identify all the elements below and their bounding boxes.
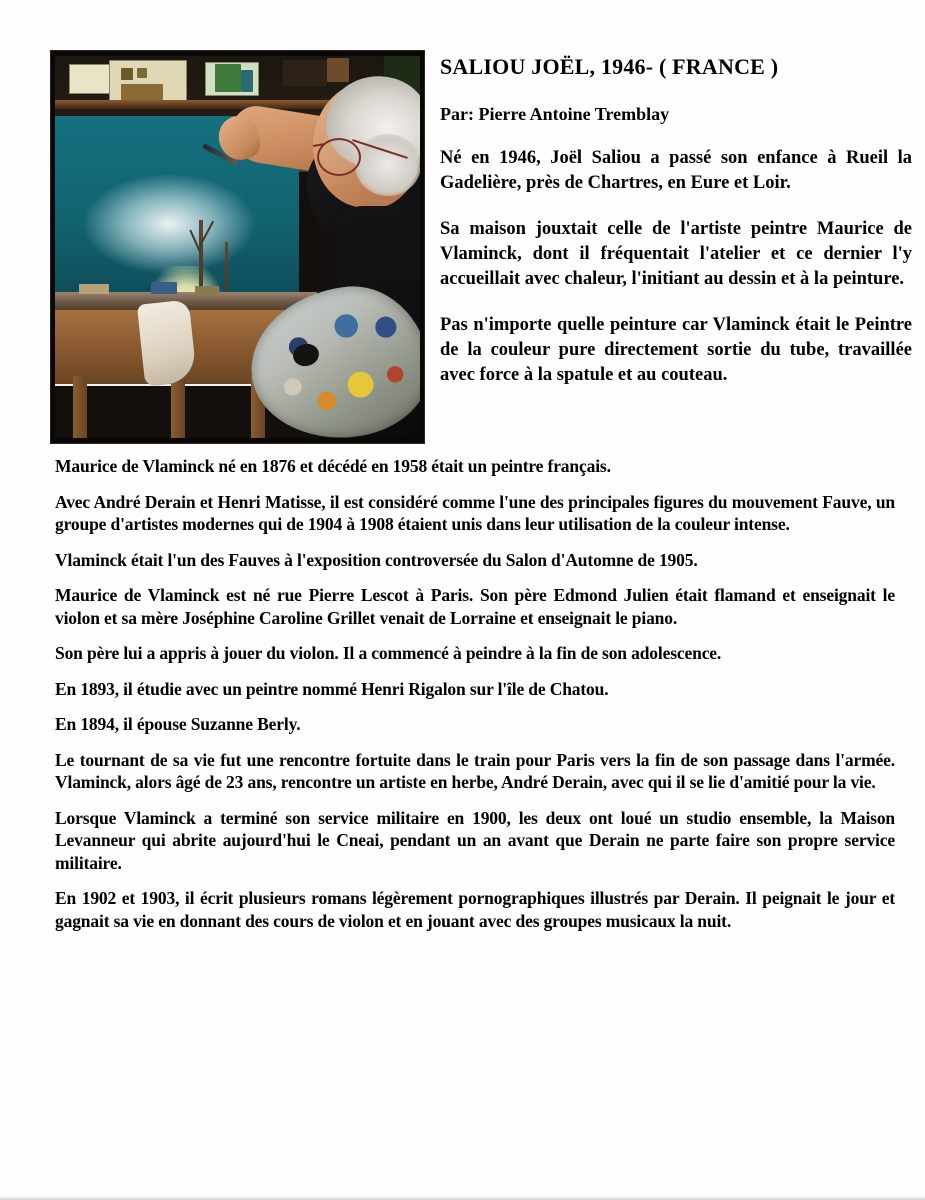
shelf-dark-object — [283, 60, 327, 86]
header-block — [51, 51, 912, 449]
intro-column — [440, 51, 912, 388]
body-paragraph: Vlaminck était l'un des Fauves à l'exposition controversée du Salon d'Automne de 1905. — [55, 549, 698, 570]
shelf-tin-a — [121, 68, 133, 80]
body-paragraph: Lorsque Vlaminck a terminé son service militaire en 1900, les deux ont loué un studio ensemble, la Maison Levanneur qui abrite aujourd'hui le Cneai, pendant un an avant que Derain ne parte faire son propre service militaire. — [55, 807, 895, 873]
author-byline: Par: Pierre Antoine Tremblay — [440, 104, 670, 125]
intro-paragraph: Né en 1946, Joël Saliou a passé son enfance à Rueil la Gadelière, près de Chartres, en Eure et Loir. — [440, 148, 912, 194]
paint-tube-a — [79, 284, 109, 294]
page-title: SALIOU JOËL, 1946- ( FRANCE ) — [440, 54, 779, 79]
paint-tube-b — [151, 282, 177, 294]
body-paragraph: Le tournant de sa vie fut une rencontre fortuite dans le train pour Paris vers la fin de son passage dans l'armée. Vlaminck, alors âgé de 23 ans, rencontre un artiste en herbe, André Derain, avec qui il se lie d'amitié pour la vie. — [55, 749, 895, 792]
body-paragraph: Maurice de Vlaminck est né rue Pierre Lescot à Paris. Son père Edmond Julien était flamand et enseignait le violon et sa mère Joséphine Caroline Grillet venait de Lorraine et enseignait le piano. — [55, 585, 895, 628]
easel-leg-mid — [171, 376, 185, 438]
body-paragraph: En 1902 et 1903, il écrit plusieurs romans légèrement pornographiques illustrés par Derain. Il peignait le jour et gagnait sa vie en donnant des cours de violon et en jouant avec des groupes musicaux la nuit. — [55, 888, 895, 931]
body-paragraph: En 1893, il étudie avec un peintre nommé Henri Rigalon sur l'île de Chatou. — [55, 678, 609, 699]
shelf-figurine — [327, 58, 349, 82]
page-bottom-edge — [0, 1196, 925, 1200]
paint-tube-c — [195, 286, 219, 296]
photo-content — [55, 56, 420, 438]
shelf-tin-b — [137, 68, 147, 78]
shelf-plank — [55, 100, 355, 109]
body-column — [55, 455, 895, 932]
artist-photo — [51, 51, 424, 443]
shelf-jar-teal — [241, 70, 253, 92]
body-paragraph: Avec André Derain et Henri Matisse, il est considéré comme l'une des principales figures du mouvement Fauve, un groupe d'artistes modernes qui de 1904 à 1908 étaient unis dans leur utilisation de la couleur intense. — [55, 491, 895, 534]
easel-leg-left — [73, 376, 87, 438]
shelf-box — [121, 84, 163, 100]
shelf-jar-green — [215, 64, 241, 92]
body-paragraph: Son père lui a appris à jouer du violon. Il a commencé à peindre à la fin de son adolescence. — [55, 643, 722, 663]
body-paragraph: En 1894, il épouse Suzanne Berly. — [55, 714, 301, 734]
body-paragraph: Maurice de Vlaminck né en 1876 et décédé en 1958 était un peintre français. — [55, 456, 611, 476]
intro-paragraph: Pas n'importe quelle peinture car Vlaminck était le Peintre de la couleur pure directement sortie du tube, travaillée avec force à la spatule et au couteau. — [440, 315, 912, 386]
intro-paragraph: Sa maison jouxtait celle de l'artiste peintre Maurice de Vlaminck, dont il fréquentait l'atelier et ce dernier l'y accueillait avec chaleur, l'initiant au dessin et à la peinture. — [440, 219, 912, 290]
